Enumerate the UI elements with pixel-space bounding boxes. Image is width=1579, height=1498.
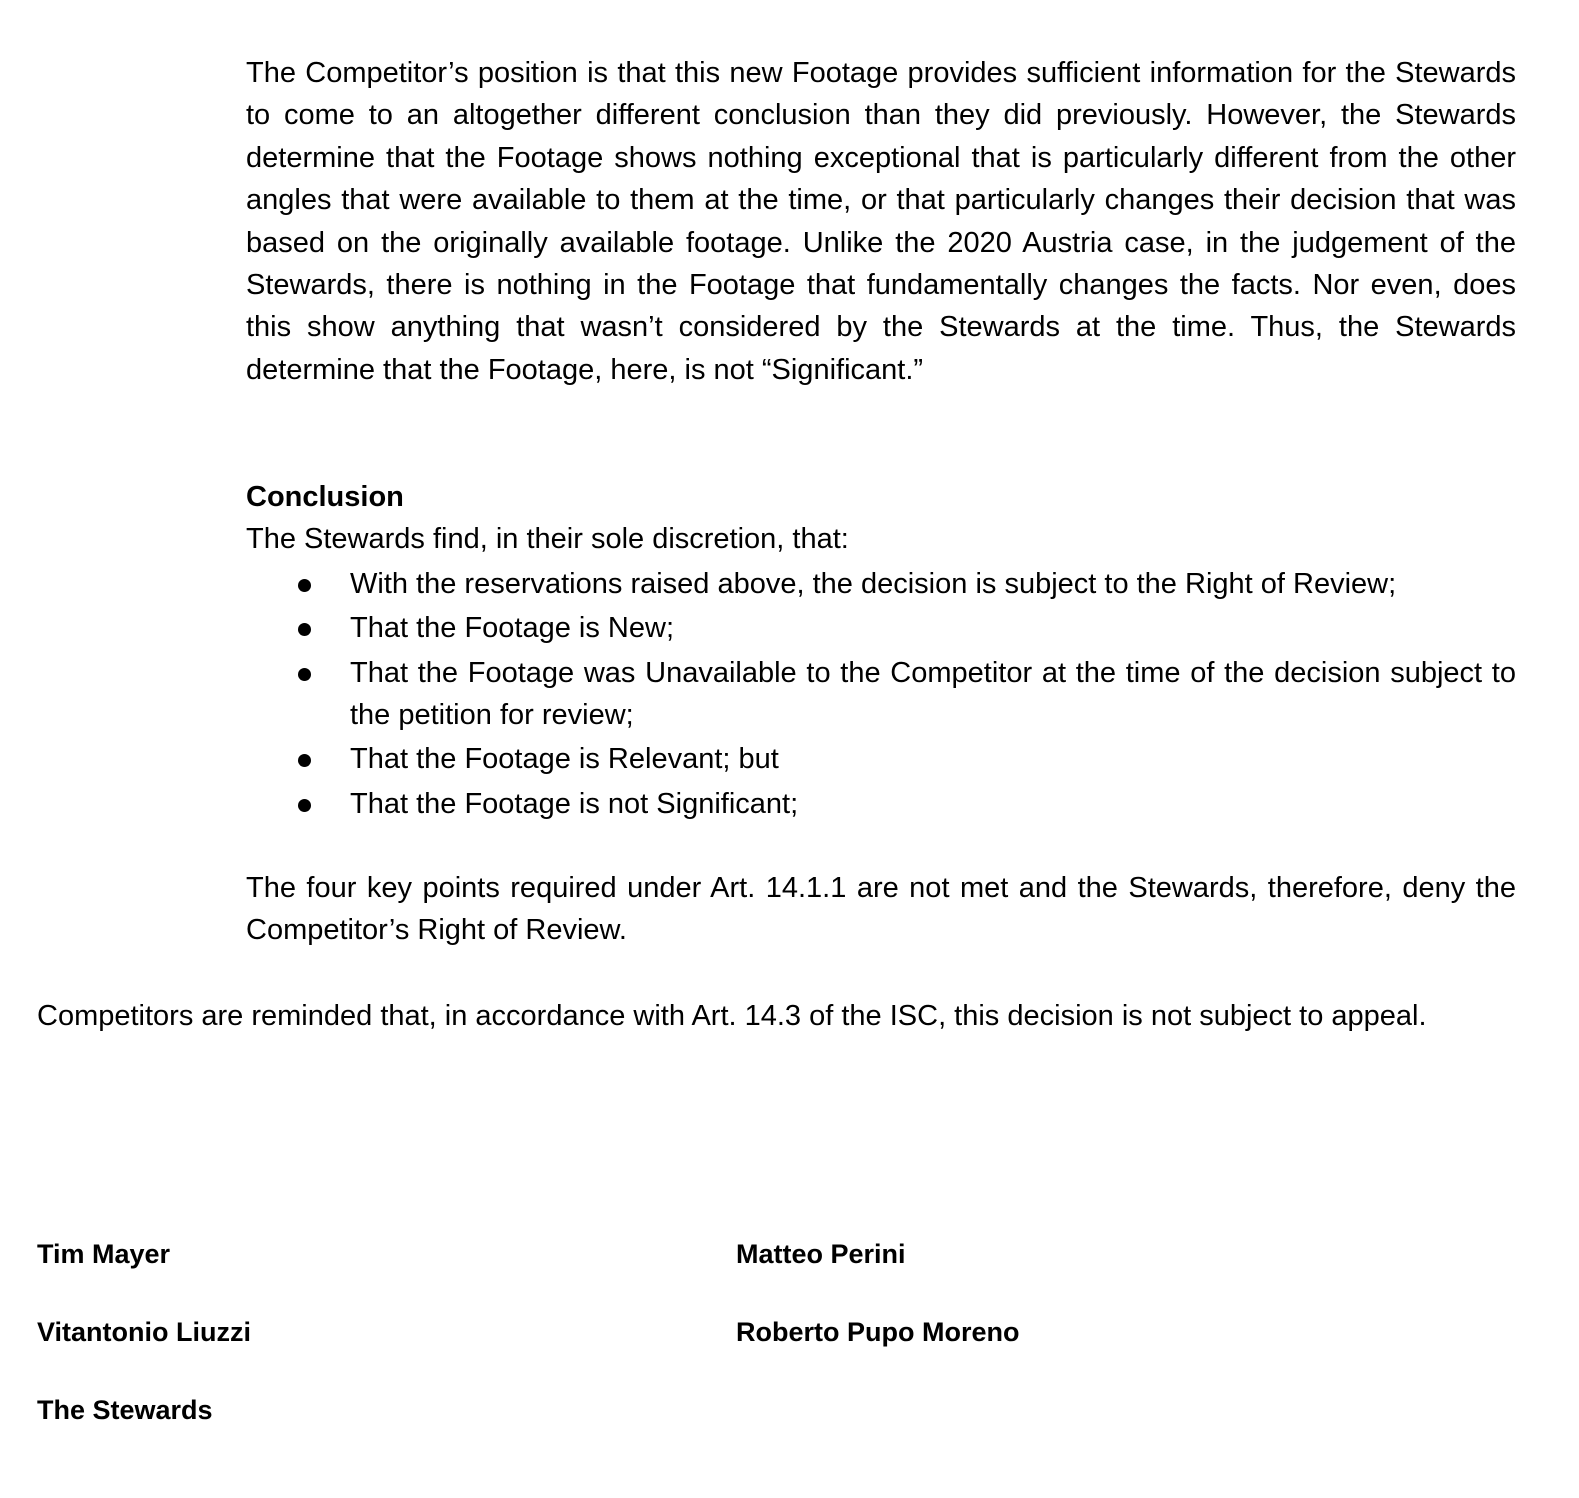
finding-item [246, 563, 1516, 605]
finding-item [246, 738, 1516, 780]
finding-item [246, 783, 1516, 825]
findings-list [246, 563, 1516, 825]
bullet-icon [298, 754, 311, 767]
finding-item [246, 607, 1516, 649]
bullet-icon [298, 579, 311, 592]
conclusion-intro: The Stewards find, in their sole discretion, that: [246, 523, 849, 556]
finding-text: That the Footage is not Significant; [350, 787, 799, 820]
finding-text: With the reservations raised above, the decision is subject to the Right of Review; [350, 567, 1397, 600]
finding-item [246, 652, 1516, 737]
finding-text: That the Footage is New; [350, 612, 674, 645]
significance-section [246, 52, 1516, 391]
bullet-icon [298, 799, 311, 812]
steward-name: Matteo Perini [736, 1239, 906, 1269]
bullet-icon [298, 668, 311, 681]
bullet-icon [298, 623, 311, 636]
conclusion-heading: Conclusion [246, 481, 404, 513]
appeal-reminder: Competitors are reminded that, in accordance with Art. 14.3 of the ISC, this decision is not subject to appeal. [37, 1000, 1427, 1032]
steward-name: Roberto Pupo Moreno [736, 1317, 1020, 1347]
conclusion-section [246, 476, 1516, 827]
steward-name: Vitantonio Liuzzi [37, 1317, 251, 1347]
steward-name: Tim Mayer [37, 1239, 171, 1269]
final-section [246, 867, 1516, 952]
finding-text: That the Footage is Relevant; but [350, 743, 779, 776]
finding-text: That the Footage was Unavailable to the Competitor at the time of the decision subject to the petition for review; [350, 656, 1516, 732]
stewards-footer: The Stewards [37, 1395, 213, 1425]
final-paragraph: The four key points required under Art. 14.1.1 are not met and the Stewards, therefore, deny the Competitor’s Right of Review. [246, 872, 1516, 947]
significance-paragraph: The Competitor’s position is that this new Footage provides sufficient information for the Stewards to come to an altogether different conclusion than they did previously. However, the Stewards determine that the Footage shows nothing exceptional that is particularly different from the other angles that were available to them at the time, or that particularly changes their decision that was based on the originally available footage. Unlike the 2020 Austria case, in the judgement of the Stewards, there is nothing in the Footage that fundamentally changes the facts. Nor even, does this show anything that wasn’t considered by the Stewards at the time. Thus, the Stewards determine that the Footage, here, is not “Significant.” [246, 57, 1516, 386]
